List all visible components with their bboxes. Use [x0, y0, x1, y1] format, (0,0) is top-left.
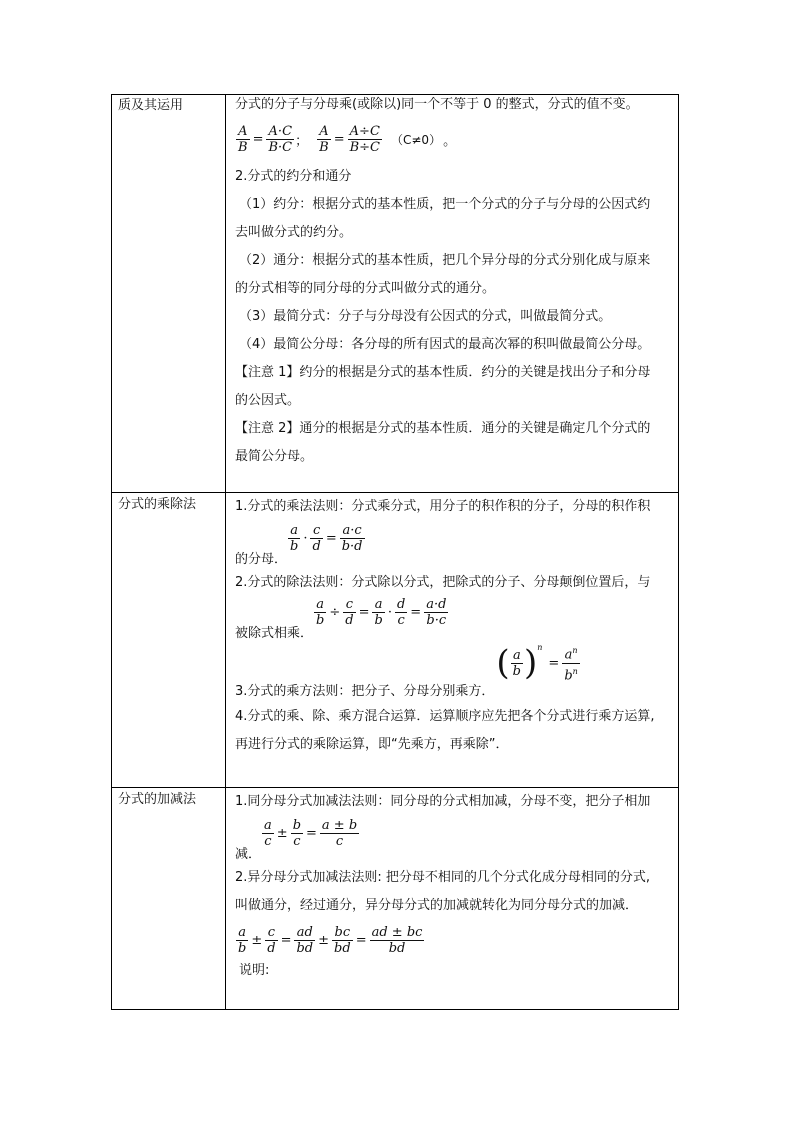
paragraph: 2.异分母分式加减法法则: 把分母不相同的几个分式化成分母相同的分式,: [235, 870, 651, 885]
fraction: $\frac{d}{c}$: [396, 596, 406, 628]
fraction: $\frac{a}{c}$: [264, 817, 272, 849]
period: 。: [443, 133, 457, 149]
row-label: 质及其运用: [112, 95, 226, 493]
paragraph: （2）通分：根据分式的基本性质，把几个异分母的分式分别化成与原来: [239, 253, 651, 268]
paragraph: 再进行分式的乘除运算，即“先乘方，再乘除”．: [235, 737, 509, 752]
condition: （C≠0）: [391, 132, 442, 147]
formula-divide: 被除式相乘． $\frac{a}{b}$ ÷ $\frac{c}{d}$ = $\frac{a}{b}$ · $\frac{d}{c}$ = $\frac{a\cdot d}{b\cdot c}$: [235, 596, 447, 641]
section-heading: 2.分式的约分和通分: [235, 169, 352, 184]
fraction: $\frac{c}{d}$: [345, 596, 354, 628]
fraction: $\frac{A}{B}$: [238, 123, 248, 155]
formula-basic-property: $\frac{A}{B}$ = $\frac{A\cdot C}{B\cdot C}$ ； $\frac{A}{B}$ = $\frac{A\div C}{B\div C}$ （C≠0） 。: [238, 123, 457, 155]
paragraph: 去叫做分式的约分。: [235, 225, 353, 240]
formula-power-row: 3.分式的乘方法则：把分子、分母分别乘方． ( $\frac{a}{b}$ ) $^n$ = $\frac{a^n}{b^n}$: [235, 643, 578, 699]
fraction: $\frac{a}{b}$: [374, 596, 383, 628]
fraction: $\frac{c}{d}$: [267, 924, 276, 956]
fraction: $\frac{bc}{bd}$: [334, 924, 351, 956]
fraction: $\frac{a\cdot d}{b\cdot c}$: [426, 596, 447, 628]
table-row: [112, 788, 679, 1010]
formula-different-denominator: $\frac{a}{b}$ ± $\frac{c}{d}$ = $\frac{ad}{bd}$ ± $\frac{bc}{bd}$ = $\frac{ad \pm bc}{bd}$: [238, 924, 423, 956]
paragraph: 4.分式的乘、除、乘方混合运算．运算顺序应先把各个分式进行乘方运算,: [235, 709, 655, 724]
row-content: [226, 493, 679, 788]
fraction: $\frac{a}{b}$: [238, 924, 247, 956]
note: 【注意 2】通分的根据是分式的基本性质．通分的关键是确定几个分式的: [235, 421, 651, 436]
paragraph: （3）最简分式：分子与分母没有公因式的分式，叫做最简分式。: [239, 309, 612, 324]
knowledge-table: [111, 94, 679, 1010]
fraction: $\frac{A}{B}$: [319, 123, 329, 155]
paragraph: 2.分式的除法法则：分式除以分式，把除式的分子、分母颠倒位置后，与: [235, 575, 651, 590]
fraction: $\frac{A\div C}{B\div C}$: [349, 123, 380, 155]
paragraph: 的分式相等的同分母的分式叫做分式的通分。: [235, 281, 496, 296]
table-row: [112, 493, 679, 788]
fraction: $\frac{A\cdot C}{B\cdot C}$: [268, 123, 293, 155]
row-label: 分式的乘除法: [112, 493, 226, 788]
note: 【注意 1】约分的根据是分式的基本性质．约分的关键是找出分子和分母: [235, 365, 651, 380]
fraction: $\frac{a^n}{b^n}$: [562, 643, 579, 683]
row-content: [226, 788, 679, 1010]
note: 说明:: [239, 963, 270, 978]
table-row: [112, 95, 679, 493]
fraction: $\frac{ad}{bd}$: [296, 924, 314, 956]
fraction: $\frac{a}{b}$: [512, 647, 521, 679]
fraction: $\frac{ad \pm bc}{bd}$: [371, 924, 423, 956]
row-label: 分式的加减法: [112, 788, 226, 1010]
paragraph: 1.分式的乘法法则：分式乘分式，用分子的积作积的分子，分母的积作积: [235, 499, 651, 514]
fraction: $\frac{a\cdot c}{b\cdot d}$: [341, 522, 363, 554]
formula-multiply: 的分母． $\frac{a}{b}$ · $\frac{c}{d}$ = $\frac{a\cdot c}{b\cdot d}$: [235, 522, 363, 567]
fraction: $\frac{a \pm b}{c}$: [321, 817, 358, 849]
paragraph: （4）最简公分母：各分母的所有因式的最高次幂的积叫做最简公分母。: [239, 337, 651, 352]
paragraph: 叫做通分，经过通分，异分母分式的加减就转化为同分母分式的加减．: [235, 898, 639, 913]
note: 的公因式。: [235, 393, 301, 408]
paragraph: 1.同分母分式加减法法则：同分母的分式相加减，分母不变，把分子相加: [235, 794, 651, 809]
fraction: $\frac{a}{b}$: [316, 596, 325, 628]
separator: ；: [295, 133, 309, 149]
fraction: $\frac{b}{c}$: [292, 817, 302, 849]
fraction: $\frac{c}{d}$: [312, 522, 321, 554]
formula-same-denominator: 减． $\frac{a}{c}$ ± $\frac{b}{c}$ = $\frac{a \pm b}{c}$: [235, 817, 358, 862]
paragraph: 分式的分子与分母乘(或除以)同一个不等于 0 的整式，分式的值不变。: [235, 97, 639, 112]
note: 最简公分母。: [235, 449, 314, 464]
fraction: $\frac{a}{b}$: [290, 522, 299, 554]
paragraph: （1）约分：根据分式的基本性质，把一个分式的分子与分母的公因式约: [239, 197, 651, 212]
row-content: [226, 95, 679, 493]
